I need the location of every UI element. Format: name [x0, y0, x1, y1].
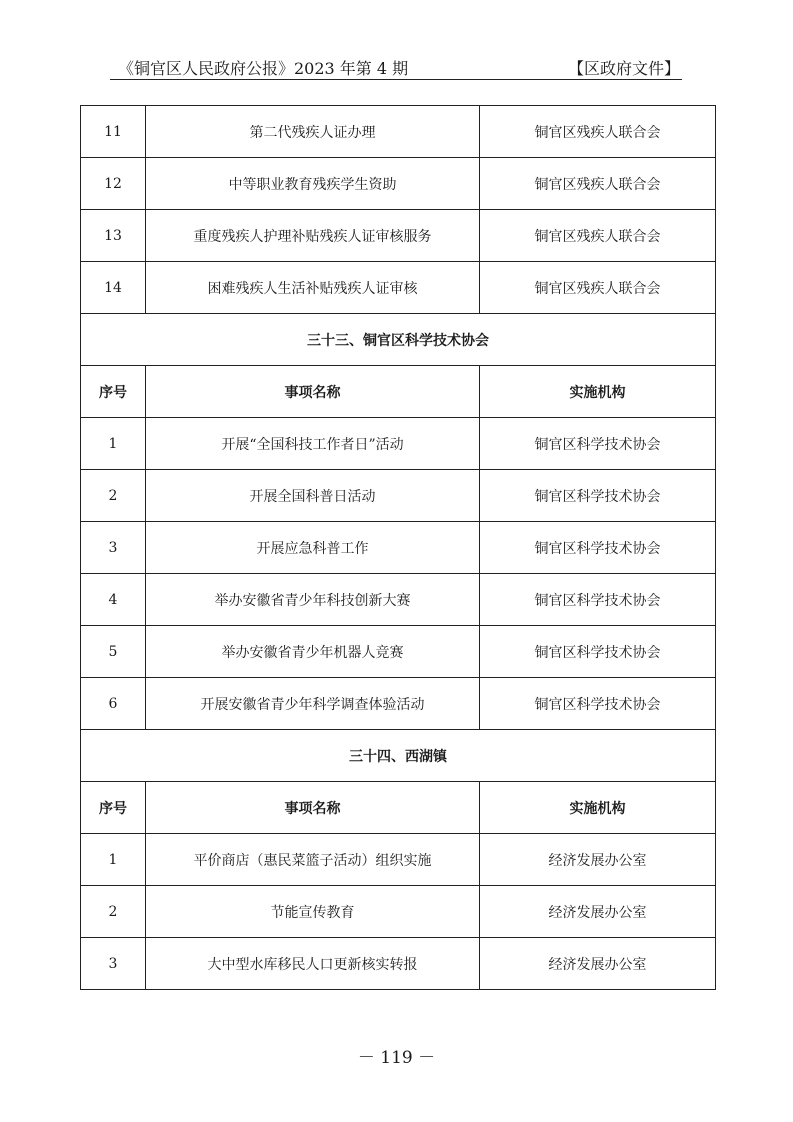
- row-number: 3: [81, 522, 146, 574]
- item-org: 铜官区科学技术协会: [480, 418, 716, 470]
- table-row: [81, 938, 716, 990]
- table-header-row: [81, 366, 716, 418]
- header-item-name: 事项名称: [146, 782, 480, 834]
- item-org: 经济发展办公室: [480, 886, 716, 938]
- row-number: 1: [81, 834, 146, 886]
- document-category: 【区政府文件】: [567, 59, 680, 78]
- row-number: 12: [81, 158, 146, 210]
- service-items-table: [80, 105, 716, 990]
- header-item-name: 事项名称: [146, 366, 480, 418]
- table-row: [81, 678, 716, 730]
- item-org: 铜官区科学技术协会: [480, 522, 716, 574]
- header-org: 实施机构: [480, 366, 716, 418]
- item-name: 开展全国科普日活动: [146, 470, 480, 522]
- section-title: 三十三、铜官区科学技术协会: [81, 314, 716, 366]
- section-title-row: [81, 314, 716, 366]
- header-org: 实施机构: [480, 782, 716, 834]
- bulletin-title: 《铜官区人民政府公报》2023 年第 4 期: [118, 59, 409, 78]
- section-title-row: [81, 730, 716, 782]
- table-row: [81, 262, 716, 314]
- item-org: 铜官区科学技术协会: [480, 470, 716, 522]
- item-org: 铜官区残疾人联合会: [480, 106, 716, 158]
- item-name: 开展“全国科技工作者日”活动: [146, 418, 480, 470]
- section-title: 三十四、西湖镇: [81, 730, 716, 782]
- header-number: 序号: [81, 782, 146, 834]
- row-number: 11: [81, 106, 146, 158]
- row-number: 3: [81, 938, 146, 990]
- table-header-row: [81, 782, 716, 834]
- item-name: 大中型水库移民人口更新核实转报: [146, 938, 480, 990]
- item-name: 举办安徽省青少年科技创新大赛: [146, 574, 480, 626]
- page-number: － 119 －: [357, 1048, 436, 1068]
- table-row: [81, 626, 716, 678]
- item-org: 铜官区残疾人联合会: [480, 158, 716, 210]
- item-name: 困难残疾人生活补贴残疾人证审核: [146, 262, 480, 314]
- row-number: 4: [81, 574, 146, 626]
- header-divider: [110, 79, 682, 80]
- item-name: 第二代残疾人证办理: [146, 106, 480, 158]
- item-org: 铜官区残疾人联合会: [480, 262, 716, 314]
- row-number: 5: [81, 626, 146, 678]
- item-org: 铜官区科学技术协会: [480, 678, 716, 730]
- item-name: 重度残疾人护理补贴残疾人证审核服务: [146, 210, 480, 262]
- row-number: 14: [81, 262, 146, 314]
- item-name: 节能宣传教育: [146, 886, 480, 938]
- item-name: 举办安徽省青少年机器人竞赛: [146, 626, 480, 678]
- item-org: 经济发展办公室: [480, 938, 716, 990]
- item-name: 中等职业教育残疾学生资助: [146, 158, 480, 210]
- table-row: [81, 418, 716, 470]
- row-number: 2: [81, 470, 146, 522]
- table-row: [81, 574, 716, 626]
- item-org: 铜官区残疾人联合会: [480, 210, 716, 262]
- table-row: [81, 522, 716, 574]
- item-name: 平价商店（惠民菜篮子活动）组织实施: [146, 834, 480, 886]
- item-org: 经济发展办公室: [480, 834, 716, 886]
- table-row: [81, 886, 716, 938]
- table-row: [81, 158, 716, 210]
- item-name: 开展安徽省青少年科学调查体验活动: [146, 678, 480, 730]
- table-row: [81, 210, 716, 262]
- item-name: 开展应急科普工作: [146, 522, 480, 574]
- row-number: 13: [81, 210, 146, 262]
- header-number: 序号: [81, 366, 146, 418]
- row-number: 6: [81, 678, 146, 730]
- item-org: 铜官区科学技术协会: [480, 574, 716, 626]
- page-header: [118, 56, 680, 80]
- table-row: [81, 470, 716, 522]
- table-row: [81, 834, 716, 886]
- row-number: 1: [81, 418, 146, 470]
- row-number: 2: [81, 886, 146, 938]
- item-org: 铜官区科学技术协会: [480, 626, 716, 678]
- table-row: [81, 106, 716, 158]
